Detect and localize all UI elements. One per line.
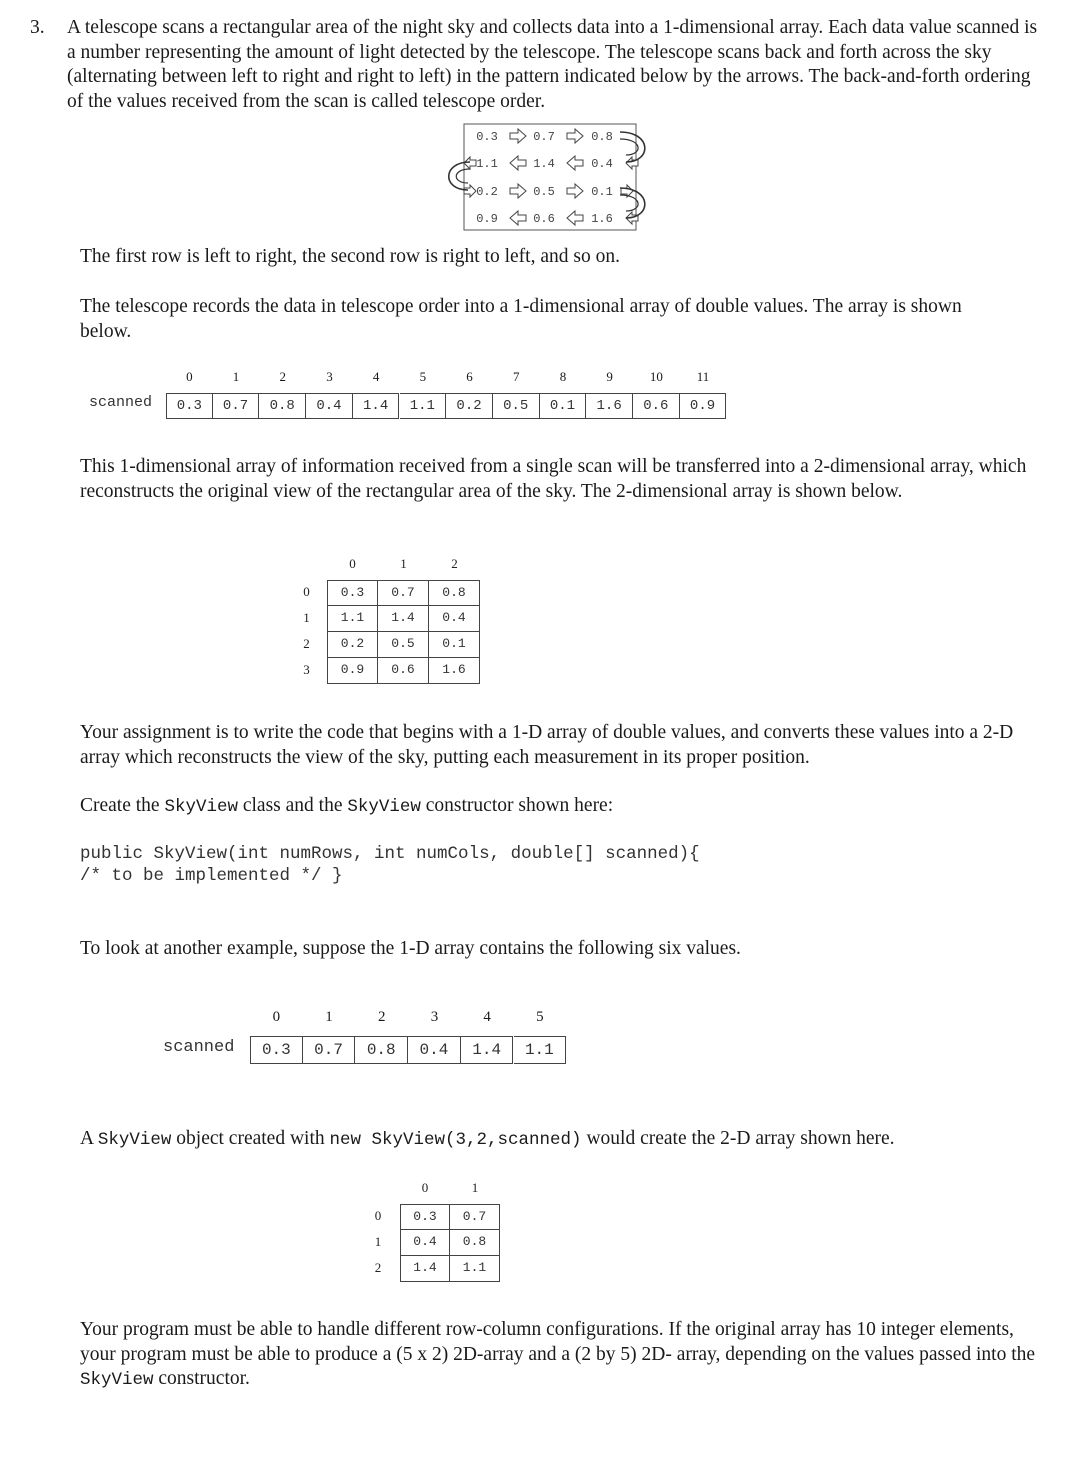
grid-cell: 0.8 bbox=[429, 580, 480, 606]
grid-cell: 0.1 bbox=[429, 632, 480, 658]
code-block: public SkyView(int numRows, int numCols, double[] scanned){ /* to be implemented */ } bbox=[80, 844, 700, 886]
grid-col-index: 0 bbox=[421, 1180, 429, 1195]
sky-grid-4x3 bbox=[300, 556, 490, 688]
array-index: 11 bbox=[696, 369, 710, 384]
array-cell: 1.1 bbox=[400, 393, 447, 419]
para-assignment: Your assignment is to write the code that begins with a 1-D array of double values, and converts these values into a 2-D array which reconstructs the view of the sky, putting each measurement in its proper position. bbox=[80, 722, 1014, 768]
grid-row-index: 0 bbox=[303, 584, 310, 599]
grid-cell: 1.4 bbox=[378, 606, 429, 632]
para-example: To look at another example, suppose the 1-D array contains the following six values. bbox=[80, 938, 741, 959]
scan-value: 1.6 bbox=[591, 212, 613, 226]
grid-cell: 0.6 bbox=[378, 658, 429, 684]
grid-cell: 0.5 bbox=[378, 632, 429, 658]
array-cell: 1.4 bbox=[353, 393, 400, 419]
code-inline: SkyView bbox=[80, 1370, 154, 1390]
array-label: scanned bbox=[163, 1038, 235, 1057]
scan-value: 0.2 bbox=[476, 185, 498, 199]
array-index: 2 bbox=[279, 369, 286, 384]
array-index: 4 bbox=[372, 369, 380, 384]
grid-row-index: 0 bbox=[374, 1208, 382, 1223]
para-object: A SkyView object created with new SkyView(3,2,scanned) would create the 2-D array shown here. bbox=[80, 1128, 895, 1150]
array-cell: 0.7 bbox=[213, 393, 260, 419]
array-cell: 0.4 bbox=[306, 393, 353, 419]
telescope-scan-diagram bbox=[440, 122, 665, 234]
array-cell: 0.3 bbox=[250, 1036, 303, 1064]
grid-cell: 1.4 bbox=[400, 1256, 450, 1282]
code-inline: SkyView bbox=[347, 797, 421, 817]
array-cell: 0.3 bbox=[166, 393, 213, 419]
para-transfer: This 1-dimensional array of information received from a single scan will be transferred into a 2-dimensional array, which reconstructs the original view of the rectangular area of the sky. The 2-dimensional array is shown below. bbox=[80, 456, 1027, 502]
array-cell: 0.6 bbox=[633, 393, 680, 419]
grid-col-index: 2 bbox=[451, 556, 458, 571]
scan-value: 0.3 bbox=[476, 130, 498, 144]
scan-value: 0.9 bbox=[476, 212, 498, 226]
array-index: 3 bbox=[430, 1009, 439, 1025]
sky-grid-3x2 bbox=[370, 1180, 510, 1280]
grid-cell: 0.9 bbox=[327, 658, 378, 684]
scan-value: 0.7 bbox=[533, 130, 555, 144]
scan-value: 0.6 bbox=[533, 212, 555, 226]
question-number: 3. bbox=[30, 17, 45, 38]
array-cell: 1.6 bbox=[586, 393, 633, 419]
array-index: 7 bbox=[512, 369, 520, 384]
array-label: scanned bbox=[89, 394, 153, 411]
grid-cell: 1.1 bbox=[450, 1256, 500, 1282]
scanned-array-12 bbox=[89, 369, 729, 429]
grid-cell: 0.4 bbox=[400, 1230, 450, 1256]
array-index: 8 bbox=[559, 369, 567, 384]
array-index: 5 bbox=[419, 369, 427, 384]
scan-value: 0.4 bbox=[591, 157, 613, 171]
para-configs: Your program must be able to handle different row-column configurations. If the original array has 10 integer elements, your program must be able to produce a (5 x 2) 2D-array and a (2 by 5) 2D- array, depending on the values passed into the SkyView constructor. bbox=[80, 1319, 1036, 1390]
grid-col-index: 0 bbox=[349, 556, 356, 571]
scanned-array-6 bbox=[163, 1009, 573, 1069]
para-first-row: The first row is left to right, the second row is right to left, and so on. bbox=[80, 246, 620, 267]
array-cell: 0.9 bbox=[680, 393, 727, 419]
array-index: 2 bbox=[377, 1009, 386, 1025]
grid-cell: 1.6 bbox=[429, 658, 480, 684]
scan-value: 0.1 bbox=[591, 185, 613, 199]
para-create: Create the SkyView class and the SkyView constructor shown here: bbox=[80, 795, 614, 817]
grid-col-index: 1 bbox=[471, 1180, 479, 1195]
array-index: 1 bbox=[325, 1009, 333, 1025]
code-inline: new SkyView(3,2,scanned) bbox=[329, 1130, 582, 1150]
array-cell: 0.4 bbox=[408, 1036, 461, 1064]
array-index: 9 bbox=[606, 369, 613, 384]
grid-row-index: 2 bbox=[374, 1260, 382, 1275]
array-index: 6 bbox=[466, 369, 473, 384]
array-index: 3 bbox=[326, 369, 333, 384]
array-index: 5 bbox=[536, 1009, 544, 1025]
array-index: 4 bbox=[483, 1009, 491, 1025]
grid-cell: 1.1 bbox=[327, 606, 378, 632]
grid-row-index: 1 bbox=[303, 610, 310, 625]
grid-cell: 0.3 bbox=[327, 580, 378, 606]
scan-value: 0.5 bbox=[533, 185, 555, 199]
array-cell: 0.7 bbox=[303, 1036, 356, 1064]
array-index: 0 bbox=[186, 369, 193, 384]
code-inline: SkyView bbox=[164, 797, 238, 817]
array-cell: 1.4 bbox=[461, 1036, 514, 1064]
array-cell: 1.1 bbox=[514, 1036, 567, 1064]
grid-row-index: 2 bbox=[303, 636, 310, 651]
scan-value: 1.4 bbox=[533, 157, 555, 171]
array-cell: 0.8 bbox=[259, 393, 306, 419]
grid-cell: 0.8 bbox=[450, 1230, 500, 1256]
scan-value: 0.8 bbox=[591, 130, 613, 144]
array-cell: 0.5 bbox=[493, 393, 540, 419]
grid-row-index: 1 bbox=[374, 1234, 382, 1249]
array-cell: 0.2 bbox=[446, 393, 493, 419]
code-inline: SkyView bbox=[97, 1130, 172, 1150]
question-intro: A telescope scans a rectangular area of the night sky and collects data into a 1-dimensional array. Each data value scanned is a number representing the amount of light detected by the telescope. The telescope scans back and forth across the sky (alternating between left to right and right to left) in the pattern indicated below by the arrows. The back-and-forth ordering of the values received from the scan is called telescope order. bbox=[67, 17, 1038, 112]
array-cell: 0.1 bbox=[540, 393, 587, 419]
array-index: 0 bbox=[272, 1009, 281, 1025]
grid-cell: 0.3 bbox=[400, 1204, 450, 1230]
array-index: 1 bbox=[232, 369, 240, 384]
grid-cell: 0.7 bbox=[450, 1204, 500, 1230]
scan-value: 1.1 bbox=[476, 157, 498, 171]
array-index: 10 bbox=[649, 369, 663, 384]
grid-cell: 0.7 bbox=[378, 580, 429, 606]
array-cell: 0.8 bbox=[355, 1036, 408, 1064]
grid-cell: 0.2 bbox=[327, 632, 378, 658]
grid-cell: 0.4 bbox=[429, 606, 480, 632]
grid-col-index: 1 bbox=[400, 556, 407, 571]
para-records: The telescope records the data in telescope order into a 1-dimensional array of double values. The array is shown below. bbox=[80, 296, 962, 342]
grid-row-index: 3 bbox=[303, 662, 310, 677]
